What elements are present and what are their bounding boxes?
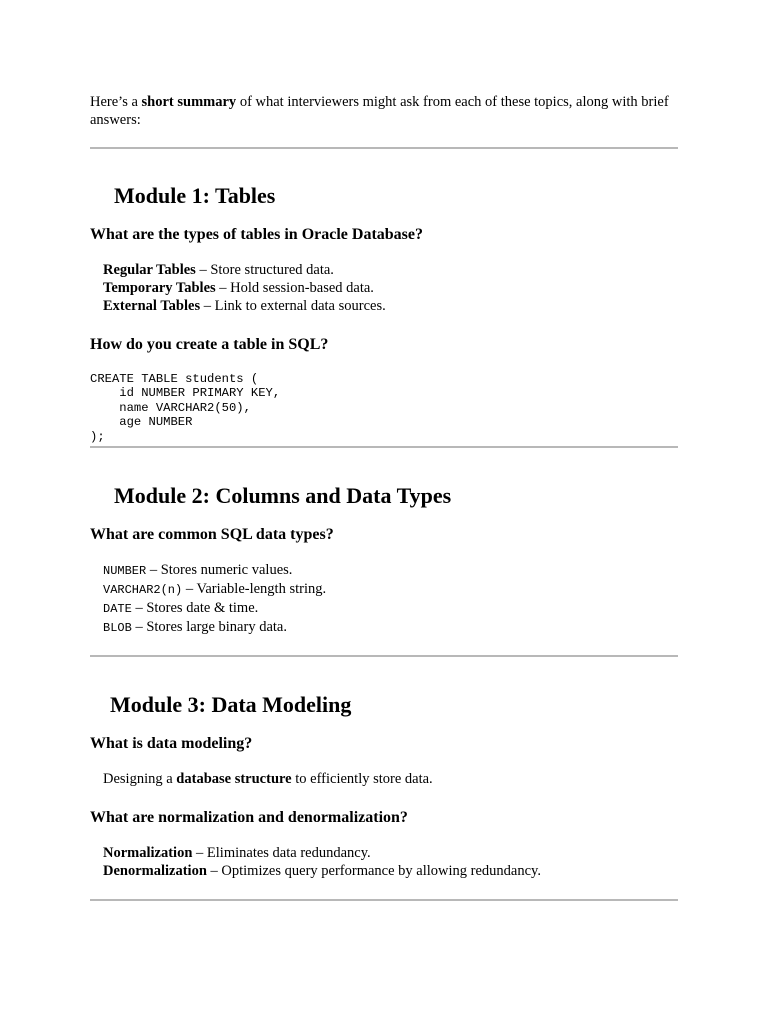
module-1-question-2: How do you create a table in SQL? — [90, 336, 329, 353]
document-page — [90, 93, 678, 901]
module-1-table-types-list — [90, 261, 678, 315]
module-3-question-1: What is data modeling? — [90, 735, 253, 753]
list-item: Denormalization – Optimizes query performance by allowing redundancy. — [103, 863, 541, 880]
sql-code-block: CREATE TABLE students ( id NUMBER PRIMARY KEY, name VARCHAR2(50), age NUMBER ); — [90, 372, 281, 444]
list-item: VARCHAR2(n) – Variable-length string. — [103, 581, 327, 598]
list-item: BLOB – Stores large binary data. — [103, 619, 287, 636]
module-3-answer-1: Designing a database structure to efficiently store data. — [103, 771, 433, 788]
list-item: NUMBER – Stores numeric values. — [103, 562, 293, 579]
list-item: Regular Tables – Store structured data. — [103, 262, 334, 278]
intro-paragraph: Here’s a short summary of what interviewers might ask from each of these topics, along with brief answers: — [90, 94, 669, 128]
module-2-data-types-list — [90, 561, 678, 637]
module-1-heading: Module 1: Tables — [114, 183, 276, 208]
module-3-question-2: What are normalization and denormalization? — [90, 809, 408, 827]
section-divider — [90, 655, 678, 657]
module-3-normalization-list — [90, 844, 678, 880]
list-item: DATE – Stores date & time. — [103, 600, 259, 617]
section-divider — [90, 147, 678, 149]
module-3-heading: Module 3: Data Modeling — [110, 692, 352, 718]
module-1-question-1: What are the types of tables in Oracle Database? — [90, 226, 423, 243]
section-divider — [90, 446, 678, 448]
section-divider — [90, 899, 678, 901]
list-item: Normalization – Eliminates data redundancy. — [103, 845, 371, 862]
module-2-heading: Module 2: Columns and Data Types — [114, 483, 452, 509]
module-2-question-1: What are common SQL data types? — [90, 526, 334, 544]
list-item: Temporary Tables – Hold session-based data. — [103, 280, 374, 296]
list-item: External Tables – Link to external data sources. — [103, 298, 386, 314]
